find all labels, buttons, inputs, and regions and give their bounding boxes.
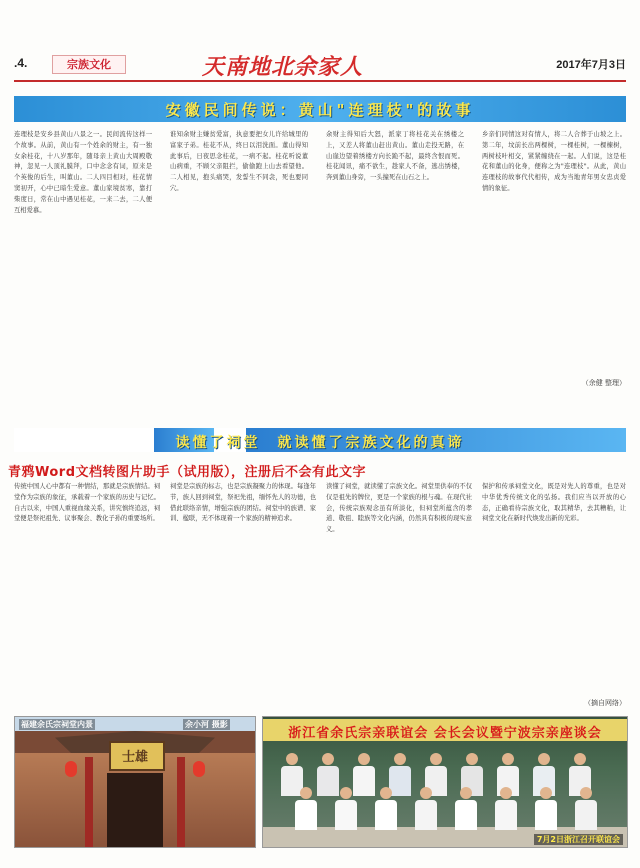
article1-byline: （余健 整理） [581,379,626,387]
person-figure [333,787,359,830]
lantern-icon [193,761,205,777]
hall-plaque-text: 士雄 [121,750,148,765]
group-of-people [273,753,617,827]
section-tag: 宗族文化 [52,55,126,74]
lantern-icon [65,761,77,777]
hall-door [107,773,163,847]
article1-column-4: 乡亲们同情这对有情人，将二人合葬于山坡之上。第二年，坟前长出两棵树，一棵桂树，一棵楝树，两树枝叶相交，紧紧缠绕在一起。人们说，这是桂花和董山的化身，便称之为"连理枝"。从此，黄山连理枝的故事代代相传，成为当地青年男女忠贞爱情的象征。 [482,131,626,192]
photo1-credit: 余小河 摄影 [185,720,228,729]
article2-column-2: 祠堂是宗族的标志，也是宗族凝聚力的体现。每逢年节，族人回到祠堂，祭祀先祖，缅怀先人的功德，也借此联络亲情，增强宗族的团结。祠堂中的族谱、家训、楹联，无不体现着一个家族的精神追求。 [170,483,316,523]
person-figure [413,787,439,830]
stage-banner-text: 浙江省余氏宗亲联谊会 会长会议暨宁波宗亲座谈会 [288,726,602,741]
person-figure [533,787,559,830]
article1-title: 安徽民间传说：黄山"连理枝"的故事 [165,101,475,119]
article2-title: 读懂了祠堂 就读懂了宗族文化的真谛 [175,435,465,451]
photo2-caption: 7月2日浙江召开联谊会 [534,834,623,845]
header-rule [14,80,626,82]
meeting-group-photo [262,716,628,848]
photo1-caption: 福建余氏宗祠堂内景 [21,720,93,729]
person-figure [453,787,479,830]
article1-column-1: 连理枝是安乡县黄山八景之一。民间流传这样一个故事。从前，黄山有一个姓余的财主，有一独女余桂花，十八岁那年，随母亲上黄山大周殿敬神，忽见一人顶礼膜拜，口中念念有词，原来是个英俊的后生，叫董山。二人四目相对，桂花情窦初开，心中已暗生爱意。董山家境贫寒，靠打柴度日，常在山中遇见桂花，一来二去，二人便互相爱慕。 [14,131,152,214]
page-number: .4. [14,56,28,70]
article2-banner [14,428,626,452]
article2-column-4: 保护和传承祠堂文化，既是对先人的尊重，也是对中华优秀传统文化的弘扬。我们应当以开放的心态，正确看待宗族文化，取其精华，去其糟粕，让祠堂文化在新时代焕发出新的光彩。 [482,483,626,523]
hall-pillar [177,757,185,847]
person-figure [373,787,399,830]
masthead-title: 天南地北余家人 [202,54,364,80]
person-figure [573,787,599,830]
article1-column-3: 余财主得知后大怒，派家丁将桂花关在绣楼之上，又差人将董山赶出黄山。董山走投无路，在山崖边望着绣楼方向长跪不起，最终含恨而死。桂花闻讯，痛不欲生，趁家人不备，逃出绣楼，奔到董山身旁，一头撞死在山石之上。 [326,131,464,182]
article2-column-1: 传统中国人心中都有一种情结，那就是宗族情结。祠堂作为宗族的象征，承载着一个家族的历史与记忆。自古以来，中国人重视血缘关系，讲究慎终追远，祠堂便是祭祀祖先、议事聚会、教化子孙的重要场所。 [14,483,160,523]
article2-column-3: 读懂了祠堂，就读懂了宗族文化。祠堂里供奉的不仅仅是祖先的牌位，更是一个家族的根与魂。在现代社会，传统宗族观念虽有所淡化，但祠堂所蕴含的孝道、敬祖、睦族等文化内涵，仍然具有积极的现实意义。 [326,483,472,534]
page-header [14,54,626,80]
person-figure [293,787,319,830]
article1-column-2: 谁知余财主嫌贫爱富，执意要把女儿许给城里的富家子弟。桂花不从，终日以泪洗面。董山得知此事后，日夜思念桂花，一病不起。桂花听说董山病重，不顾父亲阻拦，偷偷跑上山去看望他。二人相见，抱头痛哭，发誓生不同衾，死也要同穴。 [170,131,308,192]
hall-pillar [85,757,93,847]
article2-byline: （摘自网络） [584,699,626,707]
person-figure [493,787,519,830]
ancestral-hall-photo [14,716,256,848]
watermark-text: 青鸦Word文档转图片助手（试用版），注册后不会有此文字 [8,465,367,480]
article1-banner [14,96,626,122]
issue-date: 2017年7月3日 [556,59,626,71]
